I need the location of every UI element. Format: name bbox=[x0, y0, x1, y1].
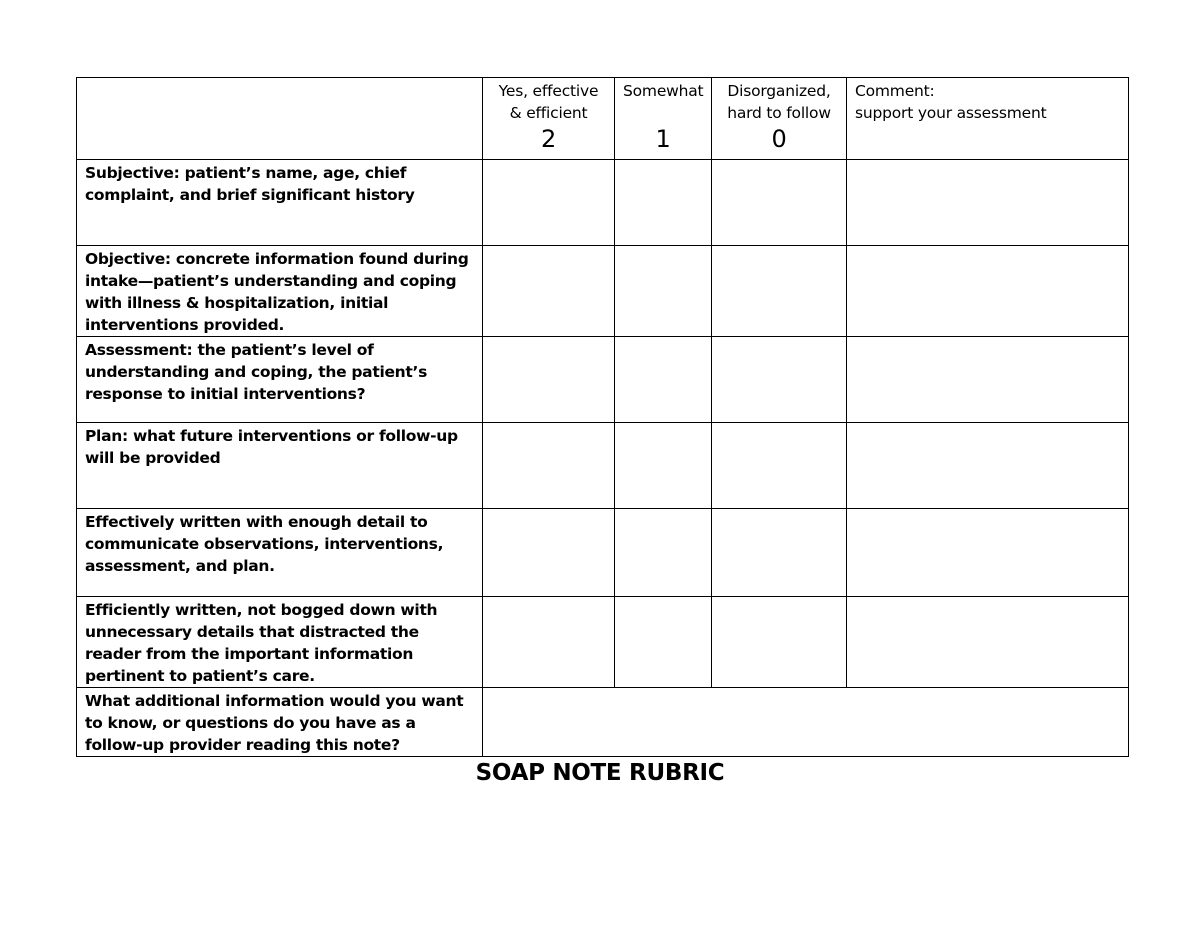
score-cell-disorganized[interactable] bbox=[712, 337, 847, 423]
criterion-objective: Objective: concrete information found during intake—patient’s understanding and coping with illness & hospitalization, initial interventions provided. bbox=[77, 246, 483, 337]
criterion-assessment: Assessment: the patient’s level of understanding and coping, the patient’s response to initial interventions? bbox=[77, 337, 483, 423]
score-cell-somewhat[interactable] bbox=[615, 509, 712, 597]
score-cell-somewhat[interactable] bbox=[615, 160, 712, 246]
score-cell-disorganized[interactable] bbox=[712, 246, 847, 337]
somewhat-column-header bbox=[615, 78, 712, 160]
rubric-table bbox=[76, 77, 1129, 757]
effective-score: 2 bbox=[540, 125, 557, 153]
effective-column-header bbox=[483, 78, 615, 160]
score-cell-effective[interactable] bbox=[483, 509, 615, 597]
effective-header-line2: & efficient bbox=[509, 104, 588, 122]
comment-header-line2: support your assessment bbox=[855, 104, 1047, 122]
table-row bbox=[77, 423, 1129, 509]
comment-cell[interactable] bbox=[847, 423, 1129, 509]
criterion-subjective: Subjective: patient’s name, age, chief complaint, and brief significant history bbox=[77, 160, 483, 246]
somewhat-header-spacer bbox=[623, 102, 703, 124]
table-row bbox=[77, 509, 1129, 597]
additional-information-answer-cell[interactable] bbox=[483, 688, 1129, 757]
comment-cell[interactable] bbox=[847, 246, 1129, 337]
criterion-additional-information: What additional information would you want to know, or questions do you have as a follow-up provider reading this note? bbox=[77, 688, 483, 757]
comment-cell[interactable] bbox=[847, 597, 1129, 688]
comment-column-header bbox=[847, 78, 1129, 160]
score-cell-disorganized[interactable] bbox=[712, 423, 847, 509]
disorganized-header-line1: Disorganized, bbox=[727, 82, 831, 100]
criterion-efficiently-written: Efficiently written, not bogged down with unnecessary details that distracted the reader from the important information pertinent to patient’s care. bbox=[77, 597, 483, 688]
score-cell-effective[interactable] bbox=[483, 160, 615, 246]
somewhat-score: 1 bbox=[655, 125, 671, 153]
table-row bbox=[77, 160, 1129, 246]
document-title: SOAP NOTE RUBRIC bbox=[475, 760, 725, 786]
header-row bbox=[77, 78, 1129, 160]
somewhat-header-line1: Somewhat bbox=[623, 82, 704, 100]
table-row bbox=[77, 597, 1129, 688]
effective-header-line1: Yes, effective bbox=[498, 82, 599, 100]
criterion-effectively-written: Effectively written with enough detail to communicate observations, interventions, assessment, and plan. bbox=[77, 509, 483, 597]
criteria-header-cell bbox=[77, 78, 483, 160]
disorganized-header-line2: hard to follow bbox=[727, 104, 831, 122]
table-row bbox=[77, 246, 1129, 337]
score-cell-disorganized[interactable] bbox=[712, 160, 847, 246]
table-row bbox=[77, 688, 1129, 757]
comment-header-line1: Comment: bbox=[855, 82, 935, 100]
score-cell-somewhat[interactable] bbox=[615, 246, 712, 337]
score-cell-effective[interactable] bbox=[483, 423, 615, 509]
score-cell-somewhat[interactable] bbox=[615, 337, 712, 423]
criterion-plan: Plan: what future interventions or follow-up will be provided bbox=[77, 423, 483, 509]
score-cell-effective[interactable] bbox=[483, 246, 615, 337]
comment-cell[interactable] bbox=[847, 337, 1129, 423]
score-cell-disorganized[interactable] bbox=[712, 509, 847, 597]
comment-cell[interactable] bbox=[847, 160, 1129, 246]
disorganized-score: 0 bbox=[771, 125, 787, 153]
comment-cell[interactable] bbox=[847, 509, 1129, 597]
table-row bbox=[77, 337, 1129, 423]
disorganized-column-header bbox=[712, 78, 847, 160]
score-cell-somewhat[interactable] bbox=[615, 597, 712, 688]
score-cell-effective[interactable] bbox=[483, 337, 615, 423]
score-cell-effective[interactable] bbox=[483, 597, 615, 688]
score-cell-somewhat[interactable] bbox=[615, 423, 712, 509]
score-cell-disorganized[interactable] bbox=[712, 597, 847, 688]
